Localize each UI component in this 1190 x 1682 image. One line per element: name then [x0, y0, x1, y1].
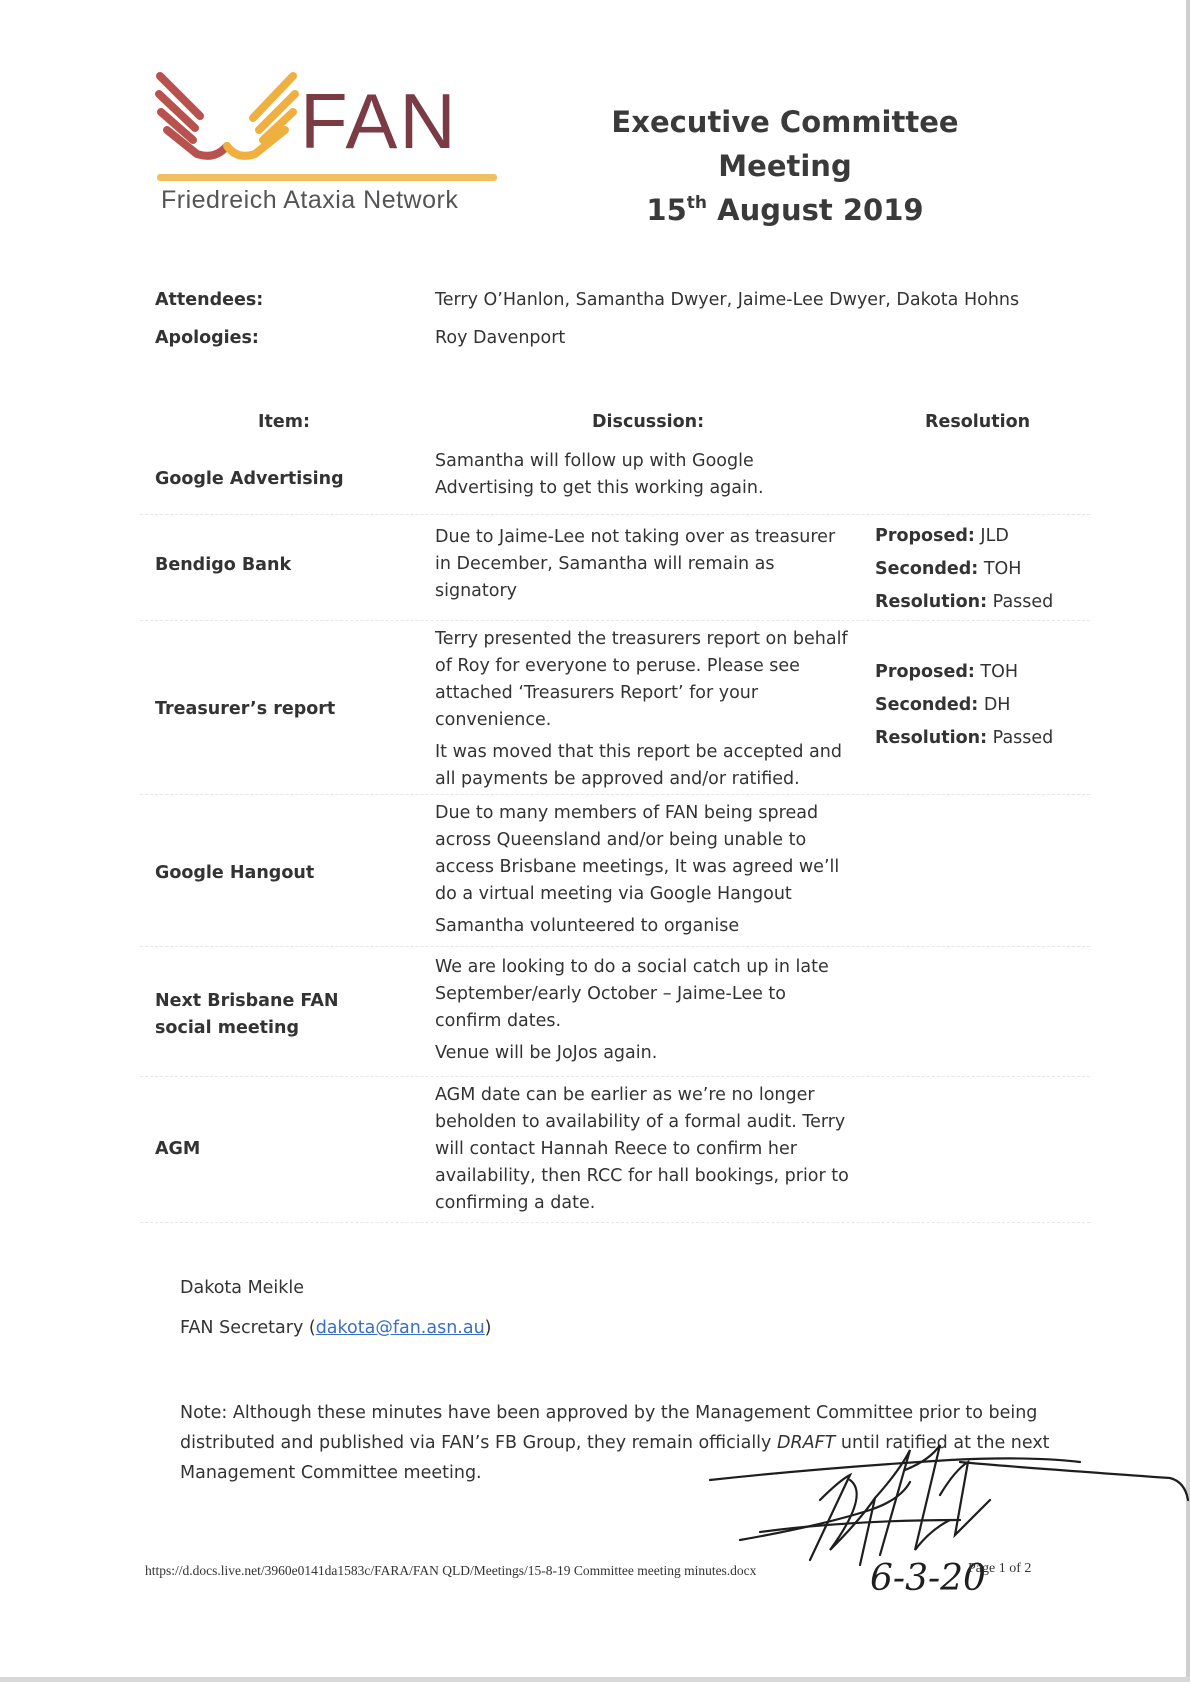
- signature-date: 6-3-20: [870, 1558, 986, 1599]
- meeting-meta: [140, 286, 1090, 376]
- title-line-1: Executive Committee Meeting: [611, 105, 959, 183]
- discussion-paragraph: Terry presented the treasurers report on behalf of Roy for everyone to peruse. Please see attached ‘Treasurers Report’ for your convenience.: [435, 629, 848, 730]
- row-discussion: [435, 626, 855, 798]
- handwritten-signature: [700, 1440, 1190, 1600]
- page-title: [540, 100, 1030, 232]
- row-resolution: [875, 656, 1085, 755]
- row-discussion: [435, 1082, 855, 1222]
- table-row: [140, 522, 1090, 621]
- resolution-line: Resolution: Passed: [875, 728, 1054, 748]
- row-item: AGM: [155, 1139, 201, 1159]
- row-discussion: [435, 800, 855, 945]
- resolution-line: Resolution: Passed: [875, 592, 1054, 612]
- draft-note: Note: Although these minutes have been approved by the Management Committee prior to being distributed and published via FAN’s FB Group, they remain officially DRAFT until ratified at the next Management Committee meeting.: [180, 1403, 1050, 1483]
- row-discussion: [435, 524, 855, 610]
- row-item: Google Advertising: [155, 469, 344, 489]
- table-row: [140, 954, 1090, 1077]
- table-row: [140, 800, 1090, 947]
- title-date: [540, 188, 1030, 232]
- logo-wordmark: FAN: [300, 77, 458, 165]
- row-discussion: [435, 448, 855, 507]
- draft-label: DRAFT: [776, 1433, 836, 1453]
- header-item: Item:: [258, 412, 310, 432]
- secretary-email-link[interactable]: dakota@fan.asn.au: [315, 1318, 485, 1338]
- scan-edge: [1186, 0, 1190, 1682]
- apologies-value: Roy Davenport: [435, 328, 566, 348]
- discussion-paragraph: Due to many members of FAN being spread across Queensland and/or being unable to access Brisbane meetings, It was agreed we’ll do a virtual meeting via Google Hangout: [435, 803, 840, 904]
- fan-logo: [155, 68, 500, 228]
- row-item: Treasurer’s report: [155, 699, 336, 719]
- secretary-name: Dakota Meikle: [180, 1278, 305, 1298]
- scan-edge: [0, 1677, 1190, 1682]
- resolution-line: Proposed: TOH: [875, 662, 1019, 682]
- resolution-line: Seconded: TOH: [875, 559, 1022, 579]
- attendees-label: Attendees:: [155, 290, 264, 310]
- row-item: Next Brisbane FAN social meeting: [155, 991, 339, 1038]
- discussion-paragraph: Samantha volunteered to organise: [435, 916, 740, 936]
- resolution-line: Proposed: JLD: [875, 526, 1009, 546]
- attendees-value: Terry O’Hanlon, Samantha Dwyer, Jaime-Lee Dwyer, Dakota Hohns: [435, 290, 1020, 310]
- discussion-paragraph: Samantha will follow up with Google Advertising to get this working again.: [435, 451, 764, 498]
- header-discussion: Discussion:: [592, 412, 705, 432]
- table-row: [140, 624, 1090, 795]
- date-rest: August 2019: [717, 193, 924, 227]
- document-path: https://d.docs.live.net/3960e0141da1583c/FARA/FAN QLD/Meetings/15-8-19 Committee meeting minutes.docx: [145, 1563, 757, 1578]
- discussion-paragraph: Due to Jaime-Lee not taking over as treasurer in December, Samantha will remain as signatory: [435, 527, 836, 601]
- apologies-label: Apologies:: [155, 328, 259, 348]
- logo-tagline: Friedreich Ataxia Network: [161, 186, 459, 214]
- date-day: 15: [646, 193, 687, 227]
- row-item: Bendigo Bank: [155, 555, 292, 575]
- header-resolution: Resolution: [925, 412, 1031, 432]
- row-item: Google Hangout: [155, 863, 315, 883]
- logo-underline: [157, 174, 497, 181]
- page-number: Page 1 of 2: [968, 1561, 1032, 1576]
- table-row: [140, 1082, 1090, 1223]
- hands-icon: [155, 68, 305, 168]
- secretary-role: FAN Secretary (dakota@fan.asn.au): [180, 1318, 492, 1338]
- discussion-paragraph: It was moved that this report be accepted and all payments be approved and/or ratified.: [435, 742, 842, 789]
- discussion-paragraph: AGM date can be earlier as we’re no longer beholden to availability of a formal audit. Terry will contact Hannah Reece to confirm her availability, then RCC for hall bookings, prior to confirming a date.: [435, 1085, 849, 1213]
- date-suffix: th: [686, 193, 708, 213]
- discussion-paragraph: We are looking to do a social catch up in late September/early October – Jaime-Lee to confirm dates.: [435, 957, 829, 1031]
- discussion-paragraph: Venue will be JoJos again.: [435, 1043, 658, 1063]
- row-resolution: [875, 520, 1085, 619]
- row-discussion: [435, 954, 855, 1072]
- table-row: [140, 448, 1090, 515]
- resolution-line: Seconded: DH: [875, 695, 1011, 715]
